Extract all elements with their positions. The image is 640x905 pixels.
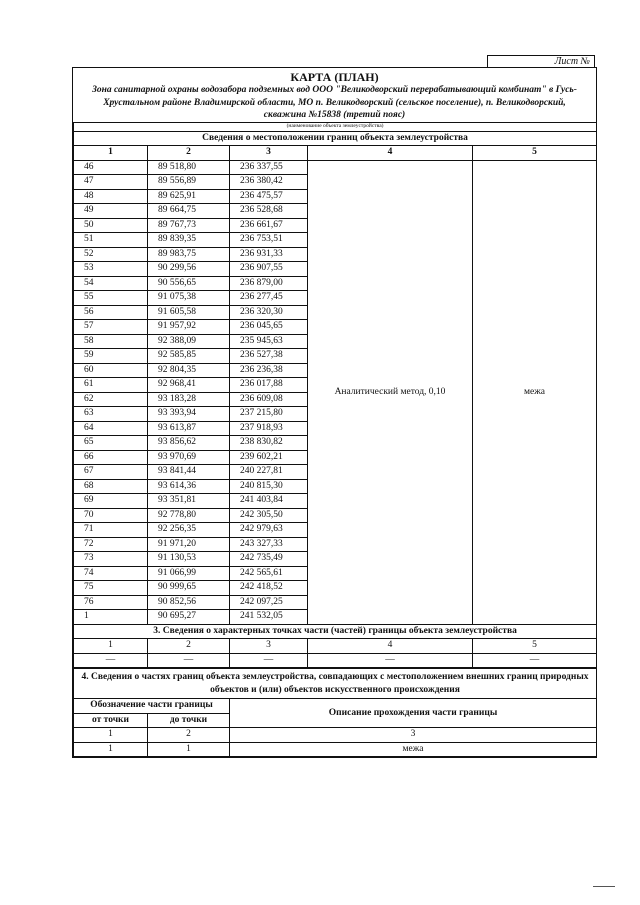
- x-coordinate-cell: 93 613,87: [148, 421, 230, 436]
- y-coordinate-cell: 242 097,25: [230, 595, 308, 610]
- col-header: 2: [148, 728, 230, 743]
- x-coordinate-cell: 91 075,38: [148, 291, 230, 306]
- section4-row: [74, 742, 597, 757]
- point-number-cell: 61: [74, 378, 148, 393]
- col-header: 2: [148, 639, 230, 654]
- point-number-cell: 46: [74, 160, 148, 175]
- point-number-cell: 69: [74, 494, 148, 509]
- y-coordinate-cell: 236 528,68: [230, 204, 308, 219]
- point-number-cell: 55: [74, 291, 148, 306]
- x-coordinate-cell: 93 970,69: [148, 450, 230, 465]
- y-coordinate-cell: 236 753,51: [230, 233, 308, 248]
- table-cell: 1: [74, 742, 148, 757]
- y-coordinate-cell: 243 327,33: [230, 537, 308, 552]
- y-coordinate-cell: 237 918,93: [230, 421, 308, 436]
- x-coordinate-cell: 89 625,91: [148, 189, 230, 204]
- x-coordinate-cell: 93 183,28: [148, 392, 230, 407]
- point-number-cell: 51: [74, 233, 148, 248]
- col-header: 1: [74, 728, 148, 743]
- x-coordinate-cell: 91 971,20: [148, 537, 230, 552]
- col-header: 5: [473, 146, 597, 161]
- col-header: 3: [230, 146, 308, 161]
- table-row: [74, 160, 597, 175]
- table-cell: —: [230, 653, 308, 668]
- x-coordinate-cell: 93 856,62: [148, 436, 230, 451]
- x-coordinate-cell: 91 605,58: [148, 305, 230, 320]
- designation-header: Обозначение части границы: [74, 699, 230, 714]
- col-header: 1: [74, 146, 148, 161]
- y-coordinate-cell: 239 602,21: [230, 450, 308, 465]
- y-coordinate-cell: 235 945,63: [230, 334, 308, 349]
- y-coordinate-cell: 240 815,30: [230, 479, 308, 494]
- point-number-cell: 73: [74, 552, 148, 567]
- y-coordinate-cell: 236 320,30: [230, 305, 308, 320]
- point-number-cell: 53: [74, 262, 148, 277]
- document-title: КАРТА (ПЛАН): [290, 70, 379, 84]
- method-cell: Аналитический метод, 0,10: [308, 160, 473, 624]
- y-coordinate-cell: 236 609,08: [230, 392, 308, 407]
- coordinates-table: [73, 122, 597, 669]
- table-cell: —: [308, 653, 473, 668]
- x-coordinate-cell: 92 804,35: [148, 363, 230, 378]
- section2-column-headers: [74, 146, 597, 161]
- to-point-header: до точки: [148, 713, 230, 728]
- point-number-cell: 67: [74, 465, 148, 480]
- section4-column-headers: [74, 728, 597, 743]
- point-number-cell: 72: [74, 537, 148, 552]
- x-coordinate-cell: 91 130,53: [148, 552, 230, 567]
- table-cell: —: [148, 653, 230, 668]
- point-number-cell: 74: [74, 566, 148, 581]
- table-cell: 1: [148, 742, 230, 757]
- x-coordinate-cell: 89 556,89: [148, 175, 230, 190]
- from-point-header: от точки: [74, 713, 148, 728]
- x-coordinate-cell: 91 957,92: [148, 320, 230, 335]
- y-coordinate-cell: 236 017,88: [230, 378, 308, 393]
- y-coordinate-cell: 236 661,67: [230, 218, 308, 233]
- x-coordinate-cell: 92 388,09: [148, 334, 230, 349]
- table-cell: —: [74, 653, 148, 668]
- boundary-description-cell: межа: [473, 160, 597, 624]
- point-number-cell: 59: [74, 349, 148, 364]
- x-coordinate-cell: 89 767,73: [148, 218, 230, 233]
- point-number-cell: 70: [74, 508, 148, 523]
- x-coordinate-cell: 90 695,27: [148, 610, 230, 625]
- col-header: 1: [74, 639, 148, 654]
- document-subtitle: Зона санитарной охраны водозабора подземных вод ООО "Великодворский перерабатывающий комбинат" в Гусь-Хрустальном районе Владимирской области, МО п. Великодворский (сельское поселение), п. Великодворский, скважина №15838 (третий пояс): [92, 85, 577, 120]
- x-coordinate-cell: 90 299,56: [148, 262, 230, 277]
- x-coordinate-cell: 89 664,75: [148, 204, 230, 219]
- col-header: 4: [308, 146, 473, 161]
- point-number-cell: 65: [74, 436, 148, 451]
- y-coordinate-cell: 237 215,80: [230, 407, 308, 422]
- x-coordinate-cell: 93 841,44: [148, 465, 230, 480]
- point-number-cell: 64: [74, 421, 148, 436]
- x-coordinate-cell: 90 999,65: [148, 581, 230, 596]
- point-number-cell: 52: [74, 247, 148, 262]
- section3-heading: 3. Сведения о характерных точках части (частей) границы объекта землеустройства: [74, 624, 597, 639]
- point-number-cell: 76: [74, 595, 148, 610]
- x-coordinate-cell: 93 393,94: [148, 407, 230, 422]
- point-number-cell: 66: [74, 450, 148, 465]
- table-cell: —: [473, 653, 597, 668]
- col-header: 3: [230, 639, 308, 654]
- x-coordinate-cell: 92 256,35: [148, 523, 230, 538]
- point-number-cell: 63: [74, 407, 148, 422]
- point-number-cell: 49: [74, 204, 148, 219]
- x-coordinate-cell: 90 852,56: [148, 595, 230, 610]
- section4-heading: 4. Сведения о частях границ объекта землеустройства, совпадающих с местоположением внешних границ природных объектов и (или) объектов искусственного происхождения: [74, 669, 597, 699]
- point-number-cell: 75: [74, 581, 148, 596]
- y-coordinate-cell: 236 277,45: [230, 291, 308, 306]
- x-coordinate-cell: 89 983,75: [148, 247, 230, 262]
- description-header: Описание прохождения части границы: [230, 699, 597, 728]
- point-number-cell: 1: [74, 610, 148, 625]
- x-coordinate-cell: 91 066,99: [148, 566, 230, 581]
- point-number-cell: 68: [74, 479, 148, 494]
- section2-heading: Сведения о местоположении границ объекта землеустройства: [74, 131, 597, 146]
- x-coordinate-cell: 92 585,85: [148, 349, 230, 364]
- y-coordinate-cell: 242 565,61: [230, 566, 308, 581]
- y-coordinate-cell: 240 227,81: [230, 465, 308, 480]
- col-header: 4: [308, 639, 473, 654]
- y-coordinate-cell: 242 418,52: [230, 581, 308, 596]
- point-number-cell: 62: [74, 392, 148, 407]
- x-coordinate-cell: 92 968,41: [148, 378, 230, 393]
- y-coordinate-cell: 241 532,05: [230, 610, 308, 625]
- point-number-cell: 48: [74, 189, 148, 204]
- coordinates-body: [74, 160, 597, 624]
- subtitle-hint: (наименование объекта землеустройства): [74, 122, 597, 131]
- section4-table: [73, 668, 597, 757]
- col-header: 3: [230, 728, 597, 743]
- x-coordinate-cell: 90 556,65: [148, 276, 230, 291]
- point-number-cell: 50: [74, 218, 148, 233]
- y-coordinate-cell: 242 979,63: [230, 523, 308, 538]
- point-number-cell: 56: [74, 305, 148, 320]
- y-coordinate-cell: 236 337,55: [230, 160, 308, 175]
- col-header: 2: [148, 146, 230, 161]
- point-number-cell: 71: [74, 523, 148, 538]
- y-coordinate-cell: 238 830,82: [230, 436, 308, 451]
- x-coordinate-cell: 92 778,80: [148, 508, 230, 523]
- x-coordinate-cell: 89 839,35: [148, 233, 230, 248]
- point-number-cell: 47: [74, 175, 148, 190]
- point-number-cell: 54: [74, 276, 148, 291]
- section3-column-headers: [74, 639, 597, 654]
- y-coordinate-cell: 236 045,65: [230, 320, 308, 335]
- footer-line: [593, 886, 615, 887]
- x-coordinate-cell: 93 614,36: [148, 479, 230, 494]
- sheet-number-label: Лист №: [554, 56, 590, 67]
- document-frame: [72, 67, 597, 758]
- point-number-cell: 57: [74, 320, 148, 335]
- section3-row: [74, 653, 597, 668]
- y-coordinate-cell: 242 735,49: [230, 552, 308, 567]
- y-coordinate-cell: 236 907,55: [230, 262, 308, 277]
- y-coordinate-cell: 236 475,57: [230, 189, 308, 204]
- col-header: 5: [473, 639, 597, 654]
- y-coordinate-cell: 242 305,50: [230, 508, 308, 523]
- point-number-cell: 60: [74, 363, 148, 378]
- table-cell: межа: [230, 742, 597, 757]
- y-coordinate-cell: 236 380,42: [230, 175, 308, 190]
- y-coordinate-cell: 236 236,38: [230, 363, 308, 378]
- y-coordinate-cell: 241 403,84: [230, 494, 308, 509]
- x-coordinate-cell: 93 351,81: [148, 494, 230, 509]
- y-coordinate-cell: 236 527,38: [230, 349, 308, 364]
- y-coordinate-cell: 236 879,00: [230, 276, 308, 291]
- y-coordinate-cell: 236 931,33: [230, 247, 308, 262]
- point-number-cell: 58: [74, 334, 148, 349]
- x-coordinate-cell: 89 518,80: [148, 160, 230, 175]
